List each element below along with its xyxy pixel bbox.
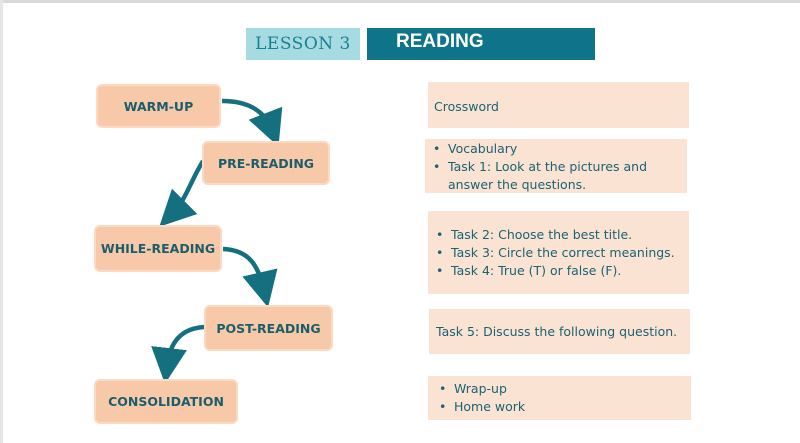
task-box-post-reading (429, 309, 690, 354)
list-item: • Wrap-up (437, 380, 691, 398)
task-text: Task 5: Discuss the following question. (436, 324, 678, 339)
lesson-label: LESSON 3 (246, 28, 360, 60)
list-item: • Vocabulary (431, 140, 687, 158)
list-item: • Task 2: Choose the best title. (434, 226, 689, 244)
task-box-warm-up (428, 82, 689, 128)
task-box-consolidation (428, 376, 691, 420)
stage-while-reading: WHILE-READING (94, 225, 222, 272)
stage-consolidation: CONSOLIDATION (94, 379, 238, 424)
task-box-while-reading (428, 211, 689, 294)
stage-warm-up: WARM-UP (96, 84, 221, 128)
arrow-whilereading-to-postreading (223, 249, 264, 290)
task-list (431, 140, 687, 194)
list-item: • Task 1: Look at the pictures and answer the questions. (431, 158, 687, 194)
stage-pre-reading: PRE-READING (202, 141, 330, 185)
list-item: • Task 3: Circle the correct meanings. (434, 244, 689, 262)
list-item: • Home work (437, 398, 691, 416)
arrow-prereading-to-whilereading (172, 161, 203, 214)
task-list (437, 380, 691, 416)
arrow-postreading-to-consolidation (167, 327, 205, 366)
task-box-pre-reading (425, 139, 687, 193)
task-list (434, 226, 689, 280)
page-title: READING (396, 31, 484, 52)
task-text: Crossword (434, 99, 499, 114)
arrow-warmup-to-prereading (222, 101, 272, 130)
list-item: • Task 4: True (T) or false (F). (434, 262, 689, 280)
stage-post-reading: POST-READING (204, 305, 333, 351)
